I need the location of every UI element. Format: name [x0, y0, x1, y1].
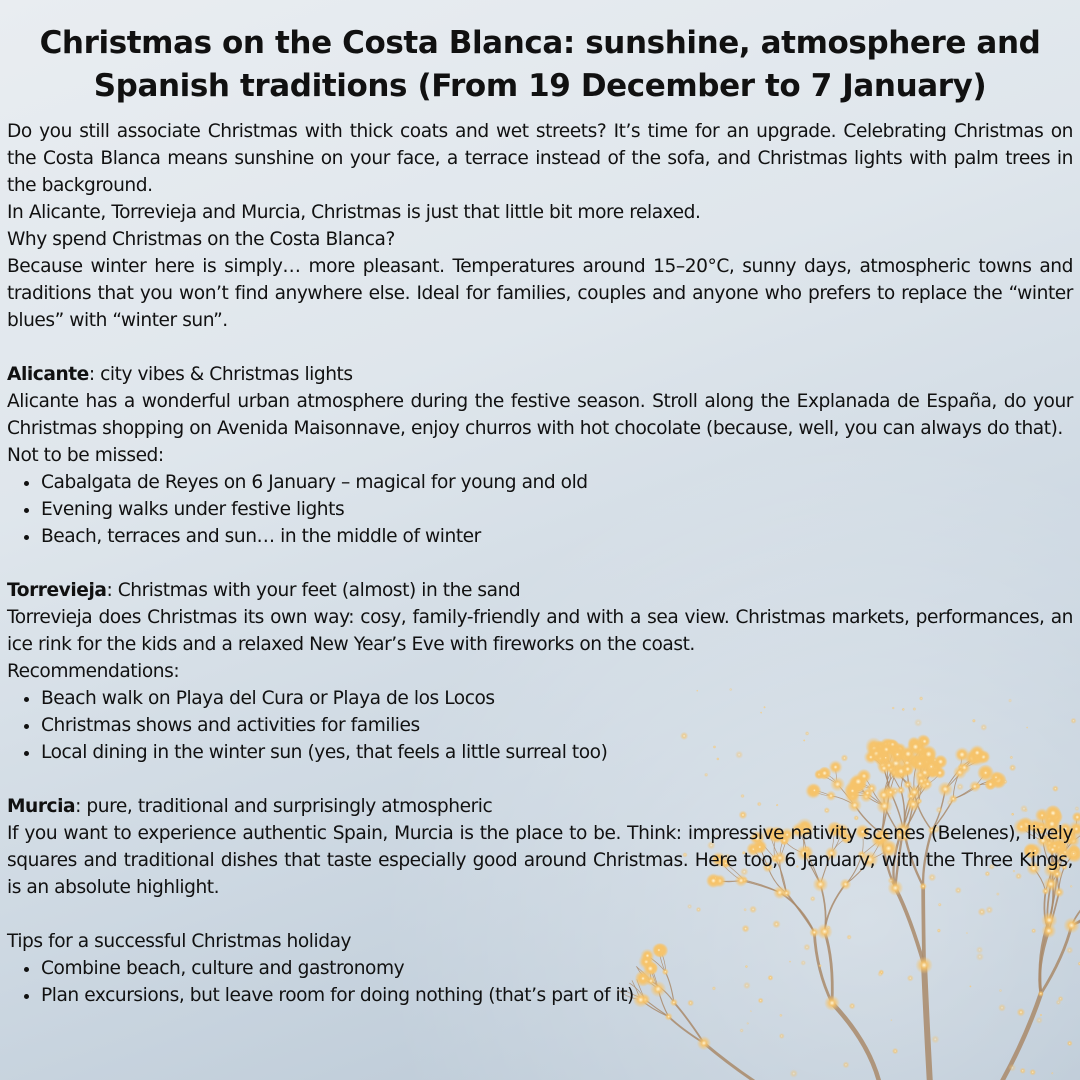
city-tagline: : Christmas with your feet (almost) in the sand: [106, 580, 521, 601]
city-name: Murcia: [7, 796, 76, 817]
city-name: Alicante: [7, 364, 89, 385]
section-heading: Why spend Christmas on the Costa Blanca?: [7, 229, 395, 250]
article-body: [7, 118, 1073, 1009]
spacer: [7, 334, 1073, 361]
city-name: Torrevieja: [7, 580, 107, 601]
intro-paragraph: Because winter here is simply… more pleasant. Temperatures around 15–20°C, sunny days, atmospheric towns and traditions that you won’t find anywhere else. Ideal for families, couples and anyone who prefers to replace the “winter blues” with “winter sun”.: [7, 256, 1073, 331]
city-tagline: : city vibes & Christmas lights: [88, 364, 353, 385]
page-title: Christmas on the Costa Blanca: sunshine, atmosphere and Spanish traditions (From 19 December to 7 January): [39, 25, 1041, 104]
list-item: • Plan excursions, but leave room for doing nothing (that’s part of it): [41, 982, 1073, 1009]
spacer: [7, 766, 1073, 793]
list-item: • Cabalgata de Reyes on 6 January – magical for young and old: [41, 469, 1073, 496]
city-tagline: : pure, traditional and surprisingly atmospheric: [75, 796, 493, 817]
list-item: • Beach, terraces and sun… in the middle of winter: [41, 523, 1073, 550]
list-item: • Local dining in the winter sun (yes, that feels a little surreal too): [41, 739, 1073, 766]
alicante-paragraph: Alicante has a wonderful urban atmosphere during the festive season. Stroll along the Explanada de España, do your Christmas shopping on Avenida Maisonnave, enjoy churros with hot chocolate (because, well, you can always do that).: [7, 391, 1073, 439]
list-label: Recommendations:: [7, 661, 180, 682]
torrevieja-heading: [7, 577, 1073, 604]
list-item: • Christmas shows and activities for families: [41, 712, 1073, 739]
tips-heading: Tips for a successful Christmas holiday: [7, 931, 352, 952]
intro-paragraph: Do you still associate Christmas with thick coats and wet streets? It’s time for an upgrade. Celebrating Christmas on the Costa Blanca means sunshine on your face, a terrace instead of the sofa, and Christmas lights with palm trees in the background.: [7, 121, 1073, 196]
list-label: Not to be missed:: [7, 445, 164, 466]
intro-paragraph: In Alicante, Torrevieja and Murcia, Christmas is just that little bit more relaxed.: [7, 202, 701, 223]
torrevieja-list: [7, 685, 1073, 766]
alicante-list: [7, 469, 1073, 550]
murcia-paragraph: If you want to experience authentic Spain, Murcia is the place to be. Think: impressive nativity scenes (Belenes), lively squares and traditional dishes that taste especially good around Christmas. Here too, 6 January, with the Three Kings, is an absolute highlight.: [7, 823, 1073, 898]
alicante-heading: [7, 361, 1073, 388]
murcia-heading: [7, 793, 1073, 820]
list-item: • Beach walk on Playa del Cura or Playa de los Locos: [41, 685, 1073, 712]
tips-list: [7, 955, 1073, 1009]
list-item: • Evening walks under festive lights: [41, 496, 1073, 523]
torrevieja-paragraph: Torrevieja does Christmas its own way: cosy, family-friendly and with a sea view. Christmas markets, performances, an ice rink for the kids and a relaxed New Year’s Eve with fireworks on the coast.: [7, 607, 1073, 655]
list-item: • Combine beach, culture and gastronomy: [41, 955, 1073, 982]
spacer: [7, 901, 1073, 928]
spacer: [7, 550, 1073, 577]
